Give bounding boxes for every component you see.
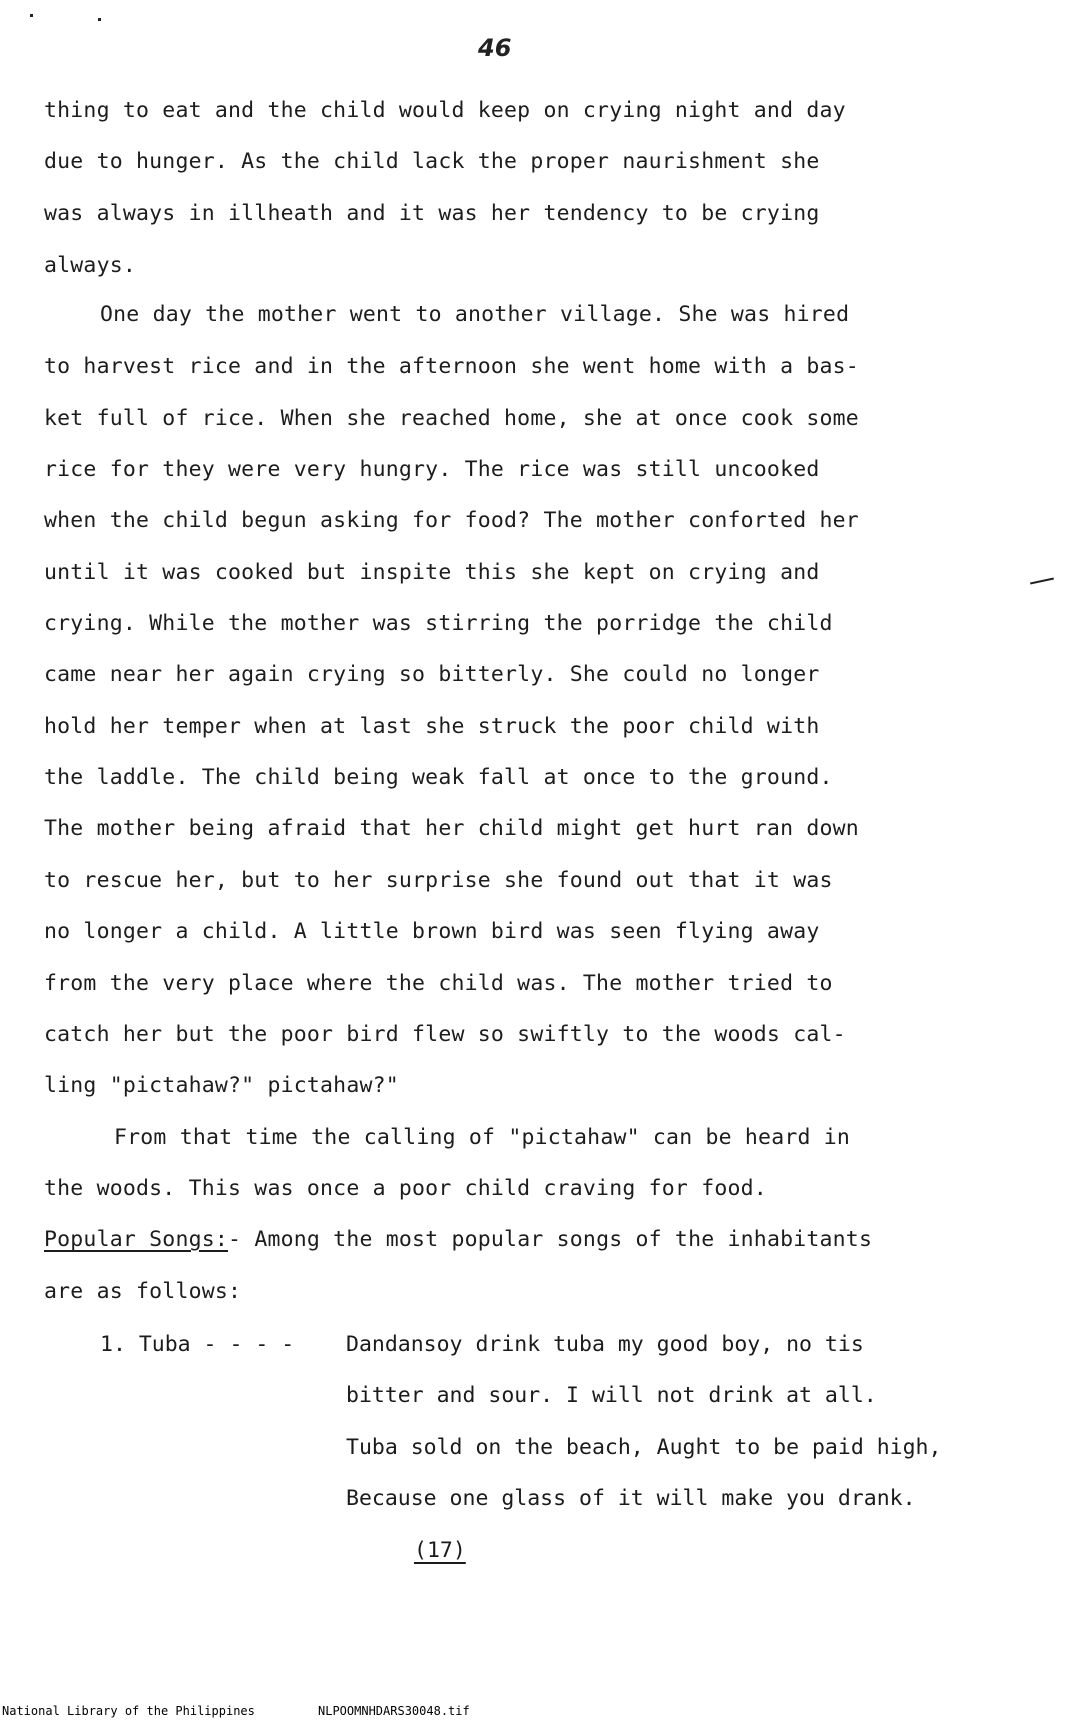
text-line: to harvest rice and in the afternoon she went home with a bas-: [44, 354, 859, 379]
footer-library: National Library of the Philippines: [2, 1704, 255, 1718]
text-line: catch her but the poor bird flew so swiftly to the woods cal-: [44, 1022, 846, 1047]
text-line: ket full of rice. When she reached home, she at once cook some: [44, 406, 859, 431]
text-line: when the child begun asking for food? The mother conforted her: [44, 508, 859, 533]
speck: [98, 18, 101, 21]
text-line: the laddle. The child being weak fall at once to the ground.: [44, 765, 833, 790]
song-line: Tuba sold on the beach, Aught to be paid high,: [346, 1435, 942, 1460]
song-line: Dandansoy drink tuba my good boy, no tis: [346, 1332, 864, 1357]
text-line: from the very place where the child was. The mother tried to: [44, 971, 833, 996]
text-line: hold her temper when at last she struck the poor child with: [44, 714, 820, 739]
text-line: the woods. This was once a poor child craving for food.: [44, 1176, 767, 1201]
text-line: due to hunger. As the child lack the proper naurishment she: [44, 149, 820, 174]
song-line: bitter and sour. I will not drink at all.: [346, 1383, 877, 1408]
song-line: Because one glass of it will make you drank.: [346, 1486, 916, 1511]
text-line: to rescue her, but to her surprise she found out that it was: [44, 868, 833, 893]
text-line: are as follows:: [44, 1279, 242, 1304]
text-line: until it was cooked but inspite this she kept on crying and: [44, 560, 820, 585]
popular-songs-line: [44, 1229, 872, 1251]
text-line: From that time the calling of "pictahaw" can be heard in: [114, 1125, 851, 1150]
song-label: 1. Tuba - - - -: [100, 1332, 295, 1357]
text-line: always.: [44, 253, 137, 278]
bottom-page-number: (17): [414, 1538, 466, 1563]
popular-songs-heading: Popular Songs:: [44, 1227, 229, 1252]
text-line: came near her again crying so bitterly. She could no longer: [44, 662, 820, 687]
text-line: crying. While the mother was stirring the porridge the child: [44, 611, 833, 636]
pen-stroke: [1030, 578, 1054, 585]
popular-songs-intro: - Among the most popular songs of the inhabitants: [228, 1227, 873, 1252]
text-line: ling "pictahaw?" pictahaw?": [44, 1073, 399, 1098]
text-line: no longer a child. A little brown bird was seen flying away: [44, 919, 820, 944]
speck: [30, 14, 33, 17]
text-line: was always in illheath and it was her tendency to be crying: [44, 201, 820, 226]
footer-filename: NLPOOMNHDARS30048.tif: [318, 1704, 470, 1718]
text-line: The mother being afraid that her child might get hurt ran down: [44, 816, 859, 841]
text-line: thing to eat and the child would keep on crying night and day: [44, 98, 846, 123]
page-number: 46: [478, 34, 512, 62]
text-line: One day the mother went to another village. She was hired: [100, 302, 850, 327]
text-line: rice for they were very hungry. The rice was still uncooked: [44, 457, 820, 482]
